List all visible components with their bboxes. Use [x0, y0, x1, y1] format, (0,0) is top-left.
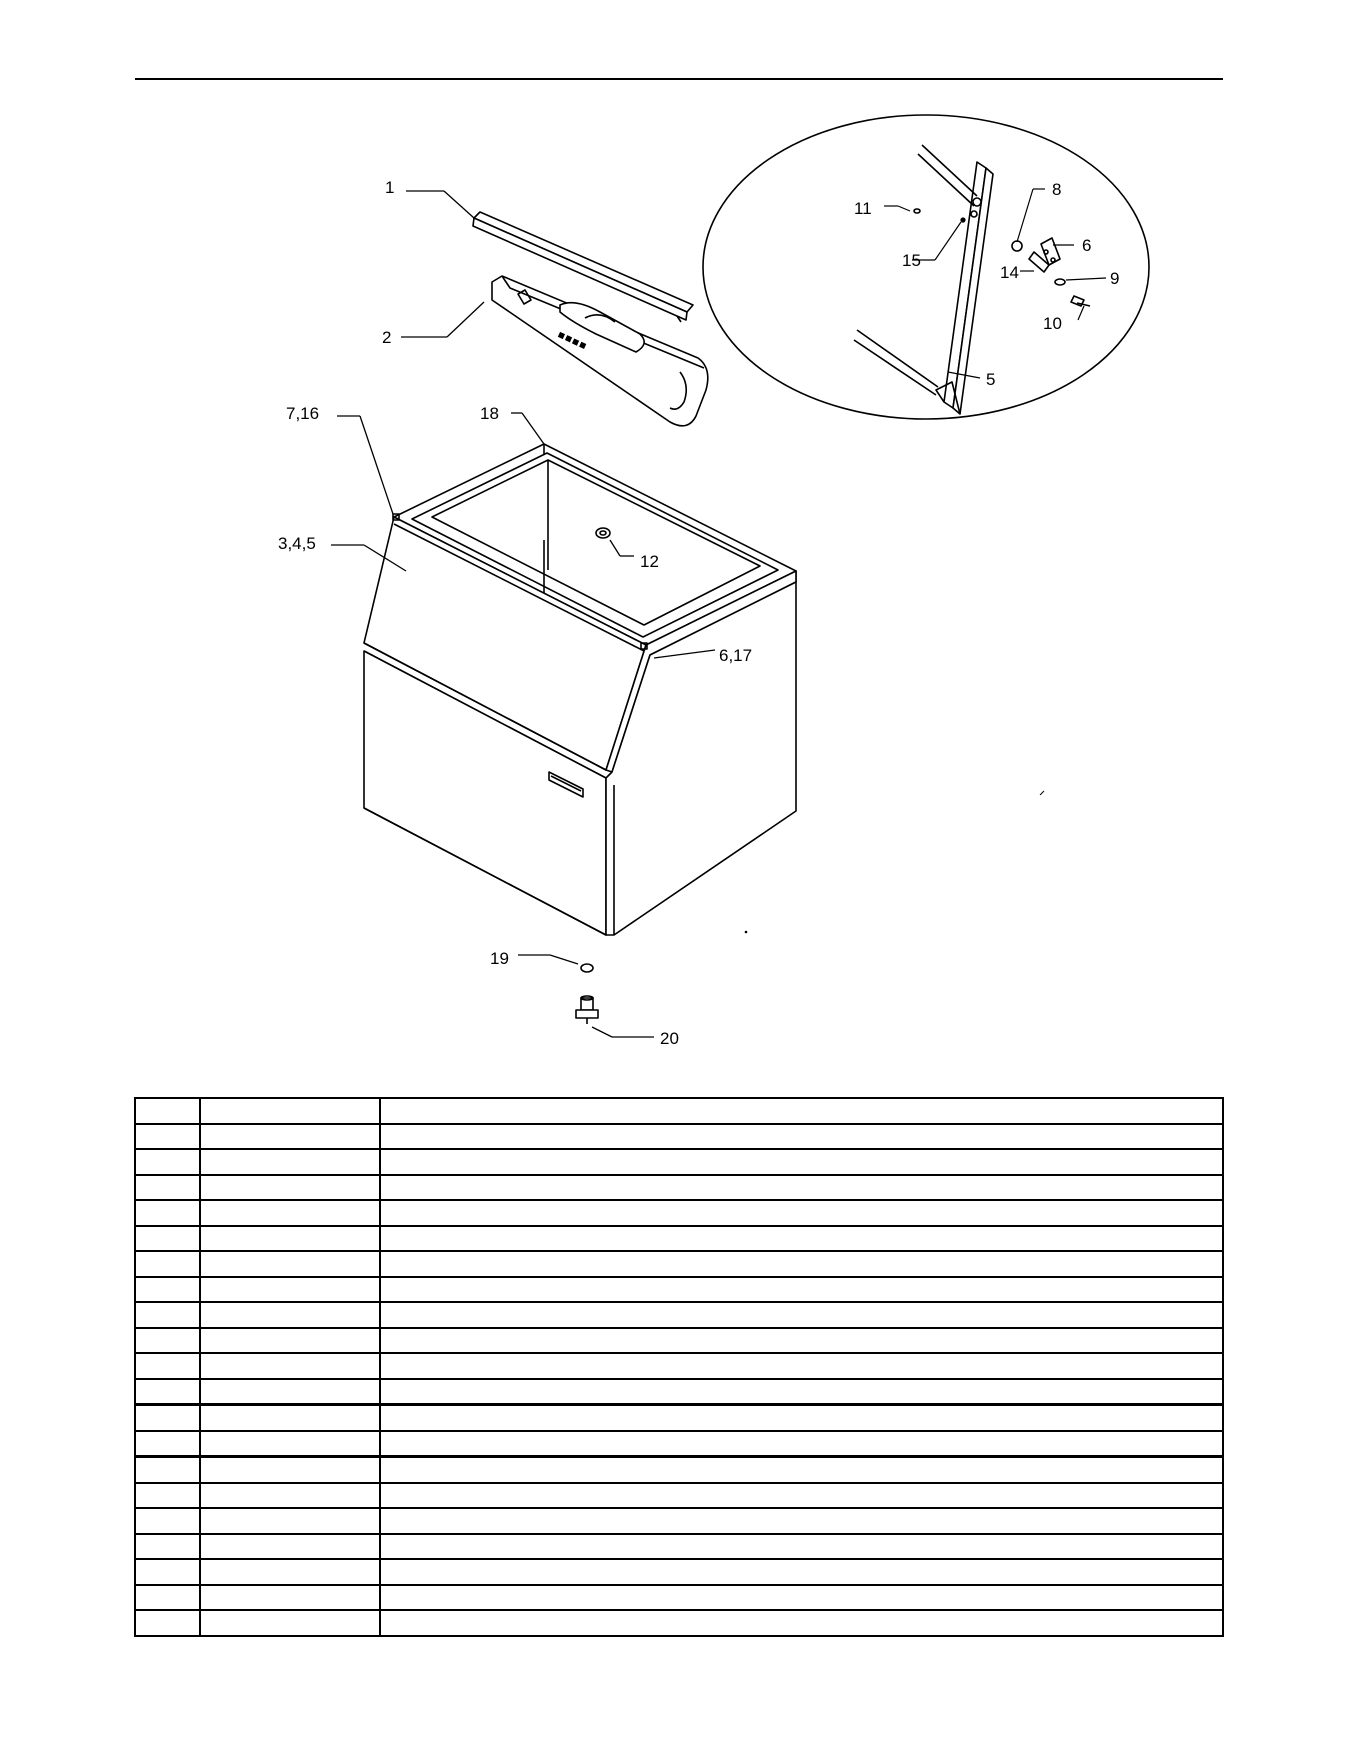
callout-19: 19: [490, 949, 509, 968]
drain-washer: [581, 964, 593, 972]
item-cell: [135, 1226, 200, 1252]
description-cell: [380, 1483, 1223, 1509]
description-cell: [380, 1508, 1223, 1534]
description-cell: [380, 1457, 1223, 1483]
item-cell: [135, 1200, 200, 1226]
description-cell: [380, 1328, 1223, 1354]
part-number-cell: [200, 1175, 380, 1201]
item-cell: [135, 1175, 200, 1201]
detail-callout-14: 14: [1000, 263, 1019, 282]
part-number-cell: [200, 1457, 380, 1483]
table-row: [135, 1457, 1223, 1483]
callout-3-4-5: 3,4,5: [278, 534, 316, 553]
part-number-cell: [200, 1277, 380, 1303]
table-row: [135, 1585, 1223, 1611]
table-row: [135, 1431, 1223, 1457]
description-cell: [380, 1175, 1223, 1201]
detail-hinge-channel: [854, 145, 996, 414]
detail-callout-5: 5: [986, 370, 996, 389]
door-embossed-text: ▪▪▪▪: [552, 321, 592, 358]
item-cell: [135, 1559, 200, 1585]
detail-callout-8: 8: [1052, 180, 1062, 199]
description-cell: [380, 1559, 1223, 1585]
detail-callout-10: 10: [1043, 314, 1062, 333]
part-number-cell: [200, 1508, 380, 1534]
table-row: [135, 1534, 1223, 1560]
stray-mark: [745, 931, 748, 934]
description-cell: [380, 1200, 1223, 1226]
table-row: [135, 1379, 1223, 1405]
part-number-cell: [200, 1302, 380, 1328]
part-number-cell: [200, 1431, 380, 1457]
table-row: [135, 1405, 1223, 1431]
description-cell: [380, 1405, 1223, 1431]
item-cell: [135, 1277, 200, 1303]
callout-6-17: 6,17: [719, 646, 753, 665]
drain-fitting: [576, 996, 598, 1024]
description-cell: [380, 1534, 1223, 1560]
table-row: [135, 1124, 1223, 1150]
description-cell: [380, 1124, 1223, 1150]
item-cell: [135, 1431, 200, 1457]
stray-mark: [1040, 791, 1044, 795]
item-cell: [135, 1251, 200, 1277]
detail-callout-11: 11: [854, 199, 872, 218]
table-row: [135, 1610, 1223, 1636]
part-number-cell: [200, 1379, 380, 1405]
description-cell: [380, 1585, 1223, 1611]
item-cell: [135, 1379, 200, 1405]
table-row: [135, 1328, 1223, 1354]
table-row: [135, 1277, 1223, 1303]
part-number-cell: [200, 1098, 380, 1124]
description-cell: [380, 1353, 1223, 1379]
description-cell: [380, 1302, 1223, 1328]
item-cell: [135, 1353, 200, 1379]
table-row: [135, 1302, 1223, 1328]
part-number-cell: [200, 1124, 380, 1150]
description-cell: [380, 1277, 1223, 1303]
part-number-cell: [200, 1251, 380, 1277]
part-number-cell: [200, 1149, 380, 1175]
detail-callout-15: 15: [902, 251, 921, 270]
table-row: [135, 1200, 1223, 1226]
item-cell: [135, 1149, 200, 1175]
description-cell: [380, 1379, 1223, 1405]
description-cell: [380, 1149, 1223, 1175]
parts-list-table: [134, 1097, 1224, 1637]
callout-20: 20: [660, 1029, 679, 1048]
description-cell: [380, 1226, 1223, 1252]
part-number-cell: [200, 1226, 380, 1252]
description-cell: [380, 1251, 1223, 1277]
part-number-cell: [200, 1585, 380, 1611]
detail-callout-9: 9: [1110, 269, 1120, 288]
part-number-cell: [200, 1483, 380, 1509]
item-cell: [135, 1328, 200, 1354]
detail-callout-6: 6: [1082, 236, 1092, 255]
table-row: [135, 1149, 1223, 1175]
item-cell: [135, 1302, 200, 1328]
table-row: [135, 1508, 1223, 1534]
table-row: [135, 1353, 1223, 1379]
part-number-cell: [200, 1200, 380, 1226]
part-number-cell: [200, 1353, 380, 1379]
item-cell: [135, 1124, 200, 1150]
table-row: [135, 1175, 1223, 1201]
item-cell: [135, 1405, 200, 1431]
bin-cabinet: [364, 444, 796, 935]
callout-12: 12: [640, 552, 659, 571]
table-row: [135, 1098, 1223, 1124]
callout-7-16: 7,16: [286, 404, 320, 423]
part-number-cell: [200, 1559, 380, 1585]
detail-hardware: [914, 209, 1090, 306]
part-number-cell: [200, 1405, 380, 1431]
part-number-cell: [200, 1328, 380, 1354]
description-cell: [380, 1098, 1223, 1124]
callout-2: 2: [382, 328, 392, 347]
item-cell: [135, 1508, 200, 1534]
callout-18: 18: [480, 404, 499, 423]
item-cell: [135, 1098, 200, 1124]
description-cell: [380, 1431, 1223, 1457]
item-cell: [135, 1610, 200, 1636]
item-cell: [135, 1457, 200, 1483]
item-cell: [135, 1585, 200, 1611]
callout-1: 1: [385, 178, 395, 197]
item-cell: [135, 1534, 200, 1560]
table-row: [135, 1251, 1223, 1277]
part-number-cell: [200, 1610, 380, 1636]
item-cell: [135, 1483, 200, 1509]
table-row: [135, 1559, 1223, 1585]
description-cell: [380, 1610, 1223, 1636]
table-row: [135, 1226, 1223, 1252]
part-number-cell: [200, 1534, 380, 1560]
table-row: [135, 1483, 1223, 1509]
